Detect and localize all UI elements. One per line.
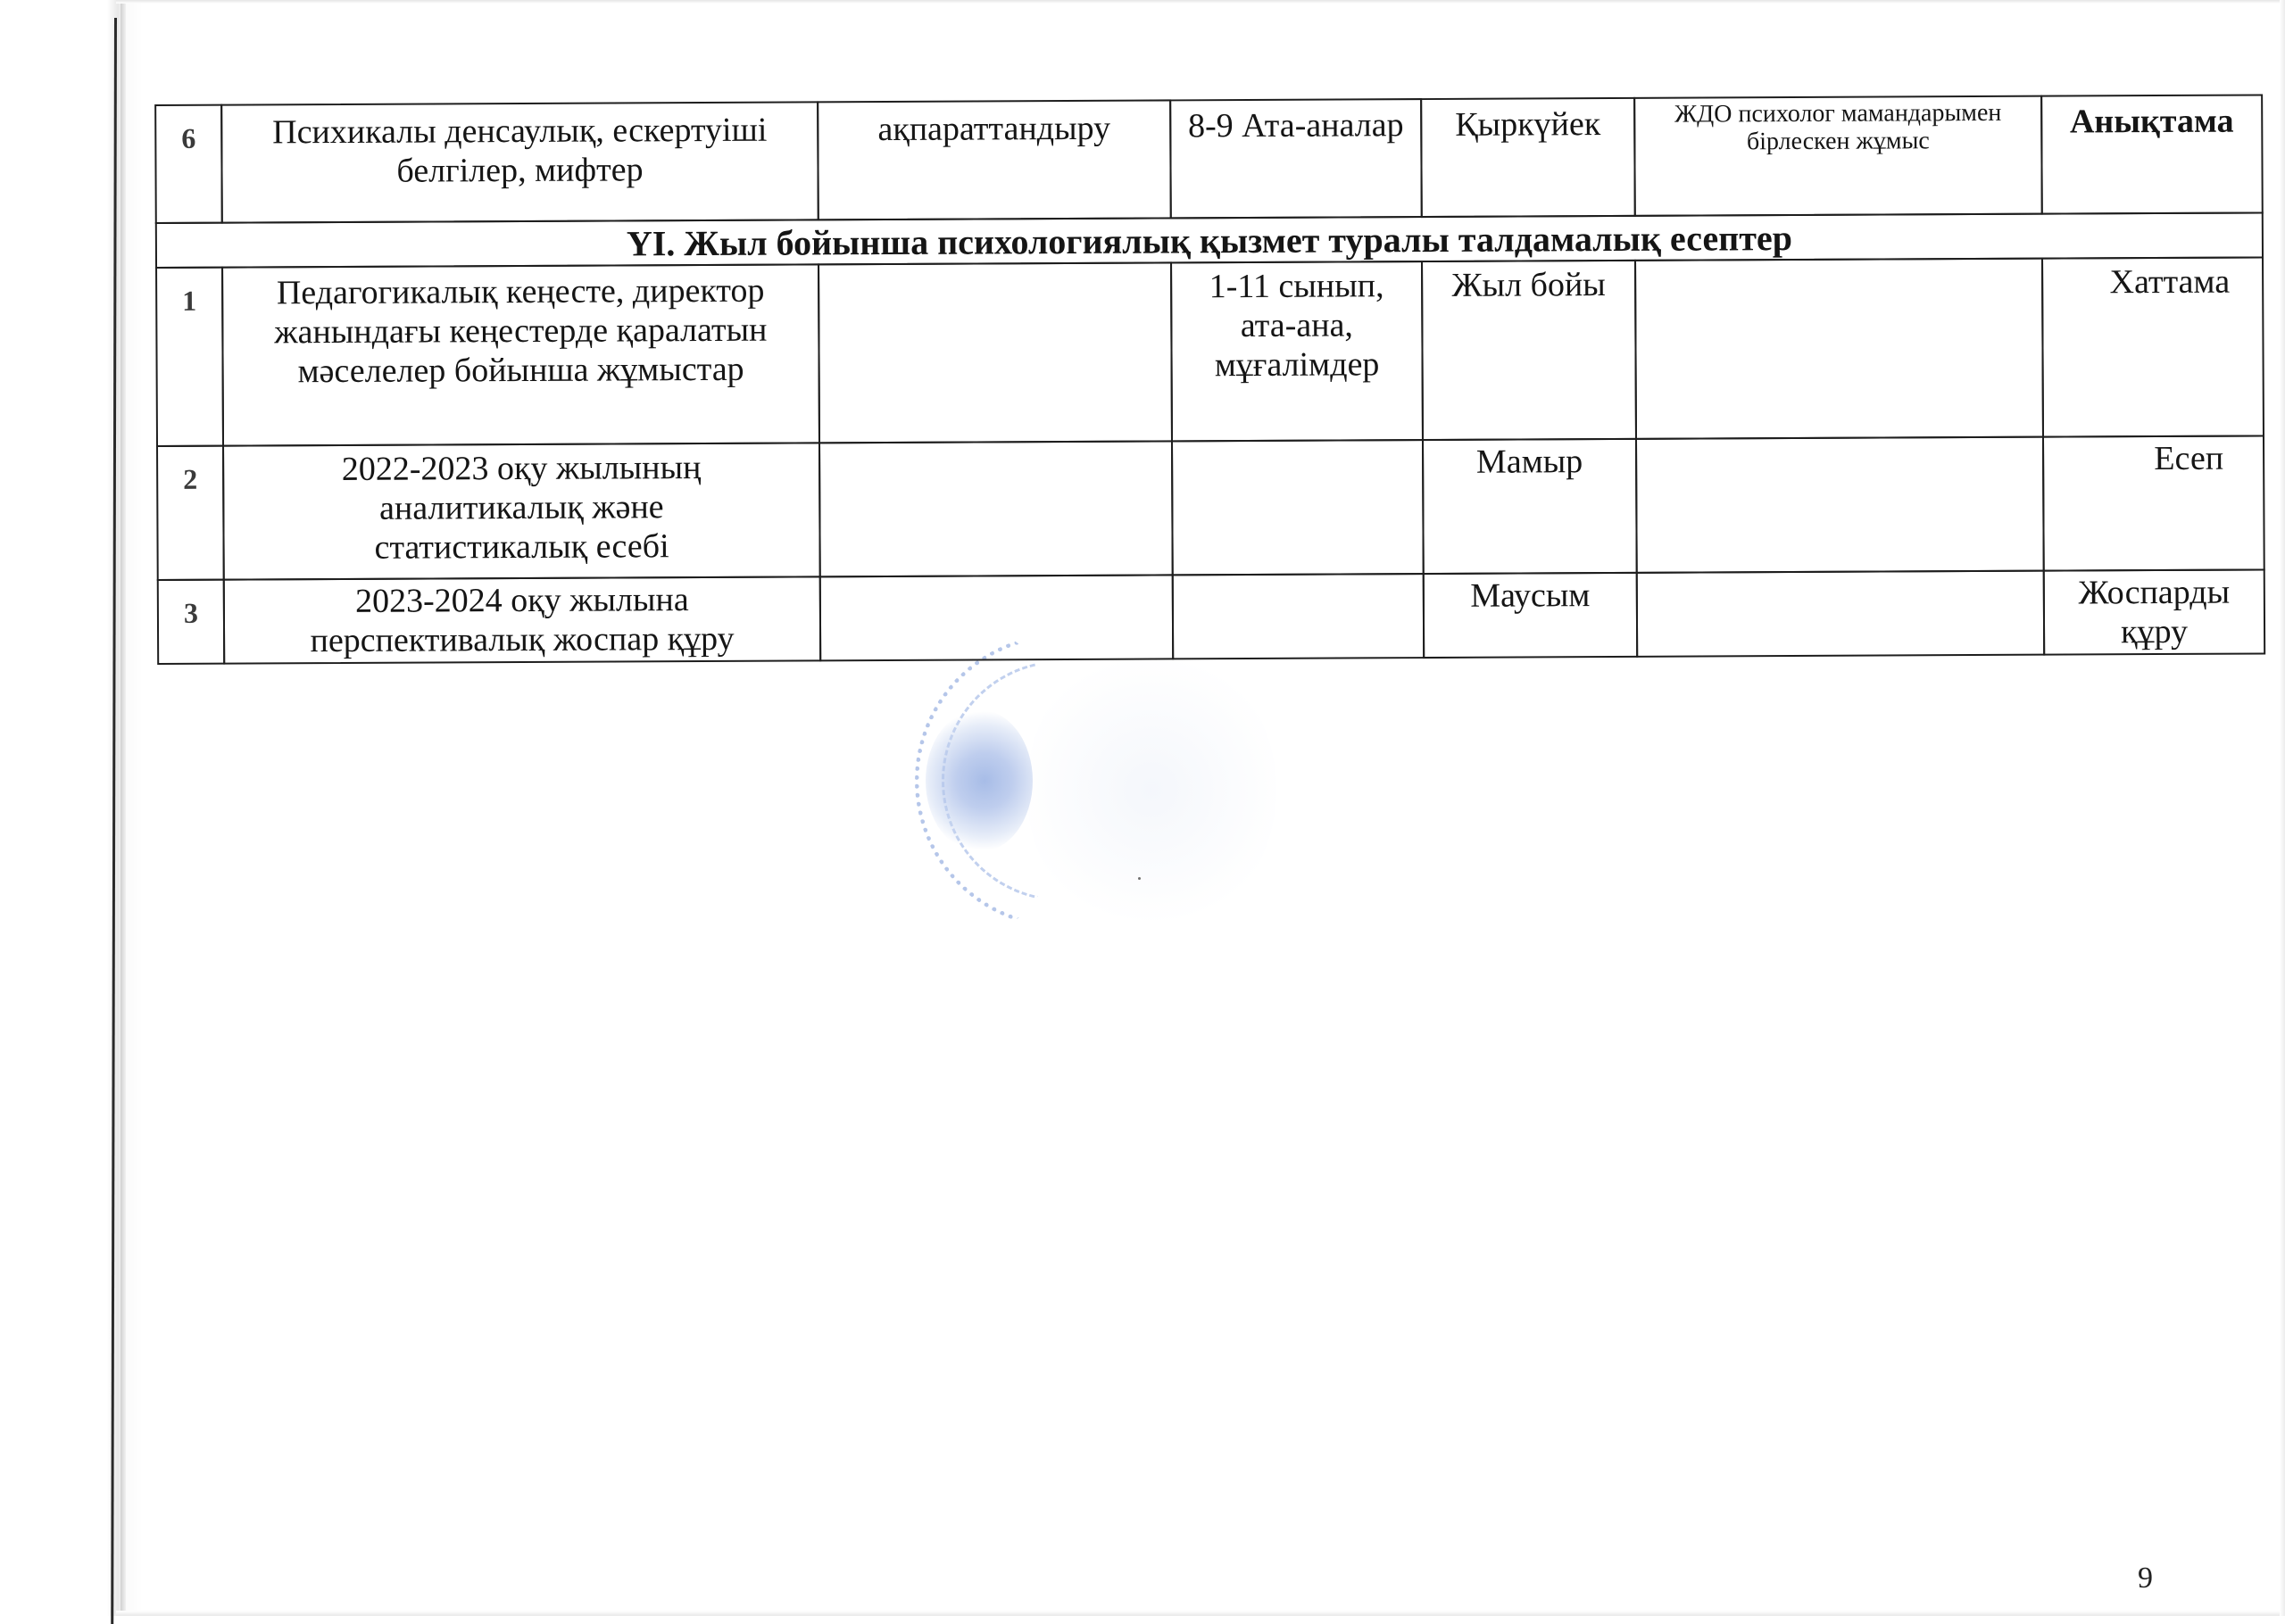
row-3-topic: 2023-2024 оқу жылына перспективалық жоспар құру [223,576,821,664]
row-2-timing: Мамыр [1422,438,1638,575]
row-1-partner [1634,258,2044,440]
row-6-audience: 8-9 Ата-аналар [1169,98,1423,219]
page-bottom-edge [116,1611,2285,1616]
row-1-timing: Жыл бойы [1421,260,1637,441]
row-1-number: 1 [155,267,224,447]
row-6-partner: ЖДО психолог мамандарымен бірлескен жұмыс [1633,95,2043,217]
row-1-form [818,261,1173,443]
row-2-result: Есеп [2042,435,2265,571]
row-3-result: Жоспарды құру [2043,568,2265,655]
row-3-number: 3 [157,579,225,665]
row-6-form: ақпараттандыру [817,99,1172,220]
row-3-partner [1636,570,2045,658]
row-1-result: Хаттама [2041,256,2264,437]
page-number: 9 [2138,1562,2153,1595]
row-2-topic: 2022-2023 оқу жылының аналитикалық және статистикалық есебі [222,442,821,580]
row-2-number: 2 [156,445,225,581]
row-6-topic: Психикалы денсаулық, ескертуіші белгілер, мифтер [220,101,819,223]
section-heading: ҮІ. Жыл бойынша психологиялық қызмет туралы талдамалық есептер [155,211,2264,269]
row-1-topic: Педагогикалық кеңесте, директор жанындағы кеңестерде қаралатын мәселелер бойынша жұмыстар [221,263,820,446]
row-2-partner [1635,436,2045,574]
page-fold-shadow [120,0,126,1616]
row-3-timing: Маусым [1423,572,1638,659]
row-3-form [819,574,1174,661]
row-2-audience [1171,439,1425,576]
page-top-edge [116,0,2285,4]
page-right-edge [2280,0,2285,1616]
stamp-emblem [926,709,1033,852]
row-2-form [818,440,1174,577]
row-6-timing: Қыркүйек [1420,97,1636,218]
row-3-audience [1172,573,1425,659]
plan-table [154,68,2265,671]
ink-dot [1138,877,1141,880]
row-6-number: 6 [154,104,223,224]
row-6-result: Анықтама [2040,94,2264,214]
row-1-audience: 1-11 сынып, ата-ана, мұғалімдер [1170,261,1424,442]
school-stamp [915,634,1067,928]
